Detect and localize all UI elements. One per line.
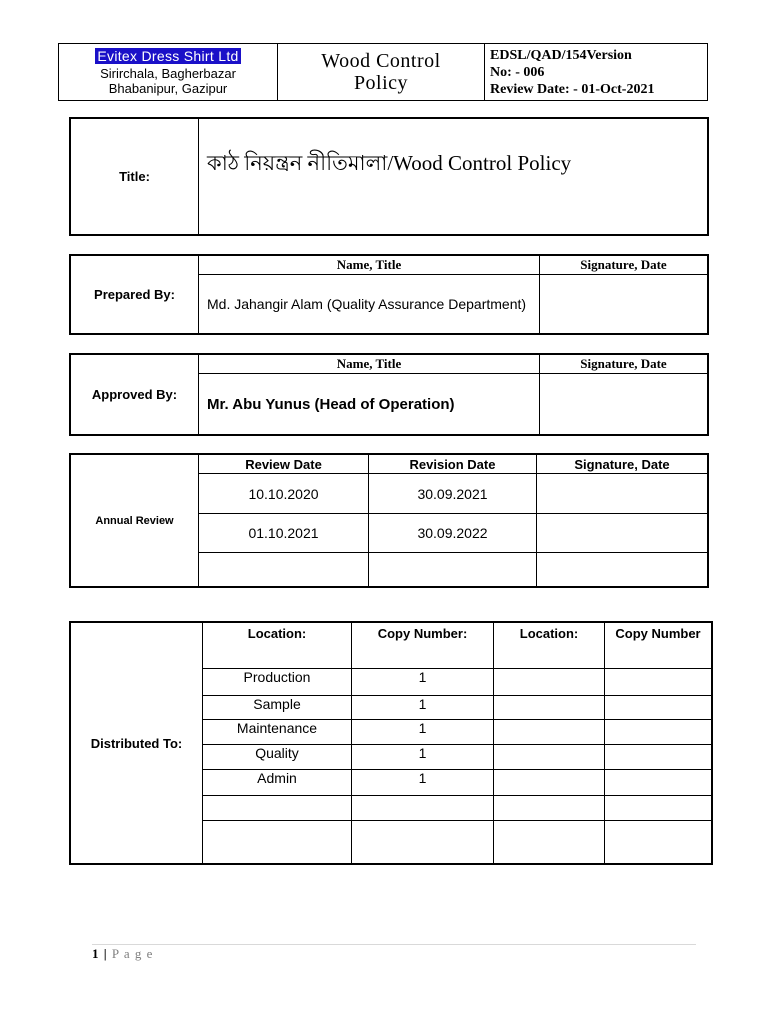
copy-cell: 1 bbox=[352, 720, 494, 745]
approved-by-name: Mr. Abu Yunus (Head of Operation) bbox=[199, 374, 540, 436]
copy-cell: 1 bbox=[352, 769, 494, 795]
revision-date-cell bbox=[369, 553, 537, 587]
location-cell bbox=[494, 821, 605, 864]
page-word: P a g e bbox=[111, 946, 154, 961]
copy-number-header-2: Copy Number bbox=[605, 622, 713, 668]
address-line-1: Sirirchala, Bagherbazar bbox=[100, 66, 236, 81]
title-value: কাঠ নিয়ন্ত্রন নীতিমালা/Wood Control Policy bbox=[199, 118, 709, 235]
copy-cell bbox=[605, 795, 713, 820]
policy-name-line-2: Policy bbox=[353, 72, 409, 94]
document-number-block bbox=[485, 44, 708, 101]
review-date-header: Review Date bbox=[199, 454, 369, 474]
copy-cell bbox=[605, 821, 713, 864]
location-cell bbox=[494, 745, 605, 769]
copy-cell bbox=[605, 720, 713, 745]
location-header-2: Location: bbox=[494, 622, 605, 668]
title-label: Title: bbox=[70, 118, 199, 235]
copy-cell bbox=[352, 821, 494, 864]
copy-cell bbox=[352, 795, 494, 820]
copy-number-header-1: Copy Number: bbox=[352, 622, 494, 668]
location-cell bbox=[494, 769, 605, 795]
page-footer bbox=[92, 946, 153, 962]
location-cell bbox=[494, 668, 605, 695]
annual-review-block bbox=[69, 453, 709, 588]
revision-date-header: Revision Date bbox=[369, 454, 537, 474]
distributed-to-label: Distributed To: bbox=[70, 622, 203, 864]
document-header bbox=[58, 43, 708, 101]
review-date-cell: 01.10.2021 bbox=[199, 514, 369, 553]
review-date-cell bbox=[199, 553, 369, 587]
copy-cell bbox=[605, 745, 713, 769]
copy-cell bbox=[605, 769, 713, 795]
annual-review-label: Annual Review bbox=[70, 454, 199, 587]
page-separator: | bbox=[103, 946, 108, 961]
company-name: Evitex Dress Shirt Ltd bbox=[97, 48, 239, 64]
approved-name-header: Name, Title bbox=[199, 354, 540, 374]
copy-cell: 1 bbox=[352, 668, 494, 695]
location-cell bbox=[494, 795, 605, 820]
review-signature-header: Signature, Date bbox=[537, 454, 709, 474]
review-signature-cell bbox=[537, 514, 709, 553]
approved-signature-cell bbox=[540, 374, 709, 436]
review-date: Review Date: - 01-Oct-2021 bbox=[490, 81, 655, 97]
company-block bbox=[59, 44, 278, 101]
location-cell bbox=[494, 720, 605, 745]
version-number: No: - 006 bbox=[490, 64, 545, 80]
prepared-name-header: Name, Title bbox=[199, 255, 540, 275]
location-header-1: Location: bbox=[203, 622, 352, 668]
title-block bbox=[69, 117, 709, 236]
copy-cell: 1 bbox=[352, 745, 494, 769]
approved-by-label: Approved By: bbox=[70, 354, 199, 435]
address-line-2: Bhabanipur, Gazipur bbox=[108, 81, 228, 96]
location-cell: Admin bbox=[203, 769, 352, 795]
prepared-by-name: Md. Jahangir Alam (Quality Assurance Department) bbox=[199, 275, 540, 335]
copy-cell bbox=[605, 668, 713, 695]
location-cell: Sample bbox=[203, 696, 352, 720]
location-cell bbox=[203, 821, 352, 864]
footer-divider bbox=[92, 944, 696, 945]
review-signature-cell bbox=[537, 553, 709, 587]
review-date-cell: 10.10.2020 bbox=[199, 474, 369, 514]
review-signature-cell bbox=[537, 474, 709, 514]
location-cell: Production bbox=[203, 668, 352, 695]
policy-name-line-1: Wood Control bbox=[321, 50, 441, 72]
approved-by-block bbox=[69, 353, 709, 436]
revision-date-cell: 30.09.2022 bbox=[369, 514, 537, 553]
policy-name-block bbox=[278, 44, 485, 101]
approved-signature-header: Signature, Date bbox=[540, 354, 709, 374]
distribution-block bbox=[69, 621, 713, 865]
location-cell: Quality bbox=[203, 745, 352, 769]
copy-cell bbox=[605, 696, 713, 720]
prepared-signature-cell bbox=[540, 275, 709, 335]
revision-date-cell: 30.09.2021 bbox=[369, 474, 537, 514]
location-cell bbox=[494, 696, 605, 720]
copy-cell: 1 bbox=[352, 696, 494, 720]
page-number: 1 bbox=[92, 946, 100, 961]
prepared-by-block bbox=[69, 254, 709, 335]
location-cell bbox=[203, 795, 352, 820]
prepared-by-label: Prepared By: bbox=[70, 255, 199, 334]
prepared-signature-header: Signature, Date bbox=[540, 255, 709, 275]
location-cell: Maintenance bbox=[203, 720, 352, 745]
document-code: EDSL/QAD/154Version bbox=[490, 47, 632, 63]
